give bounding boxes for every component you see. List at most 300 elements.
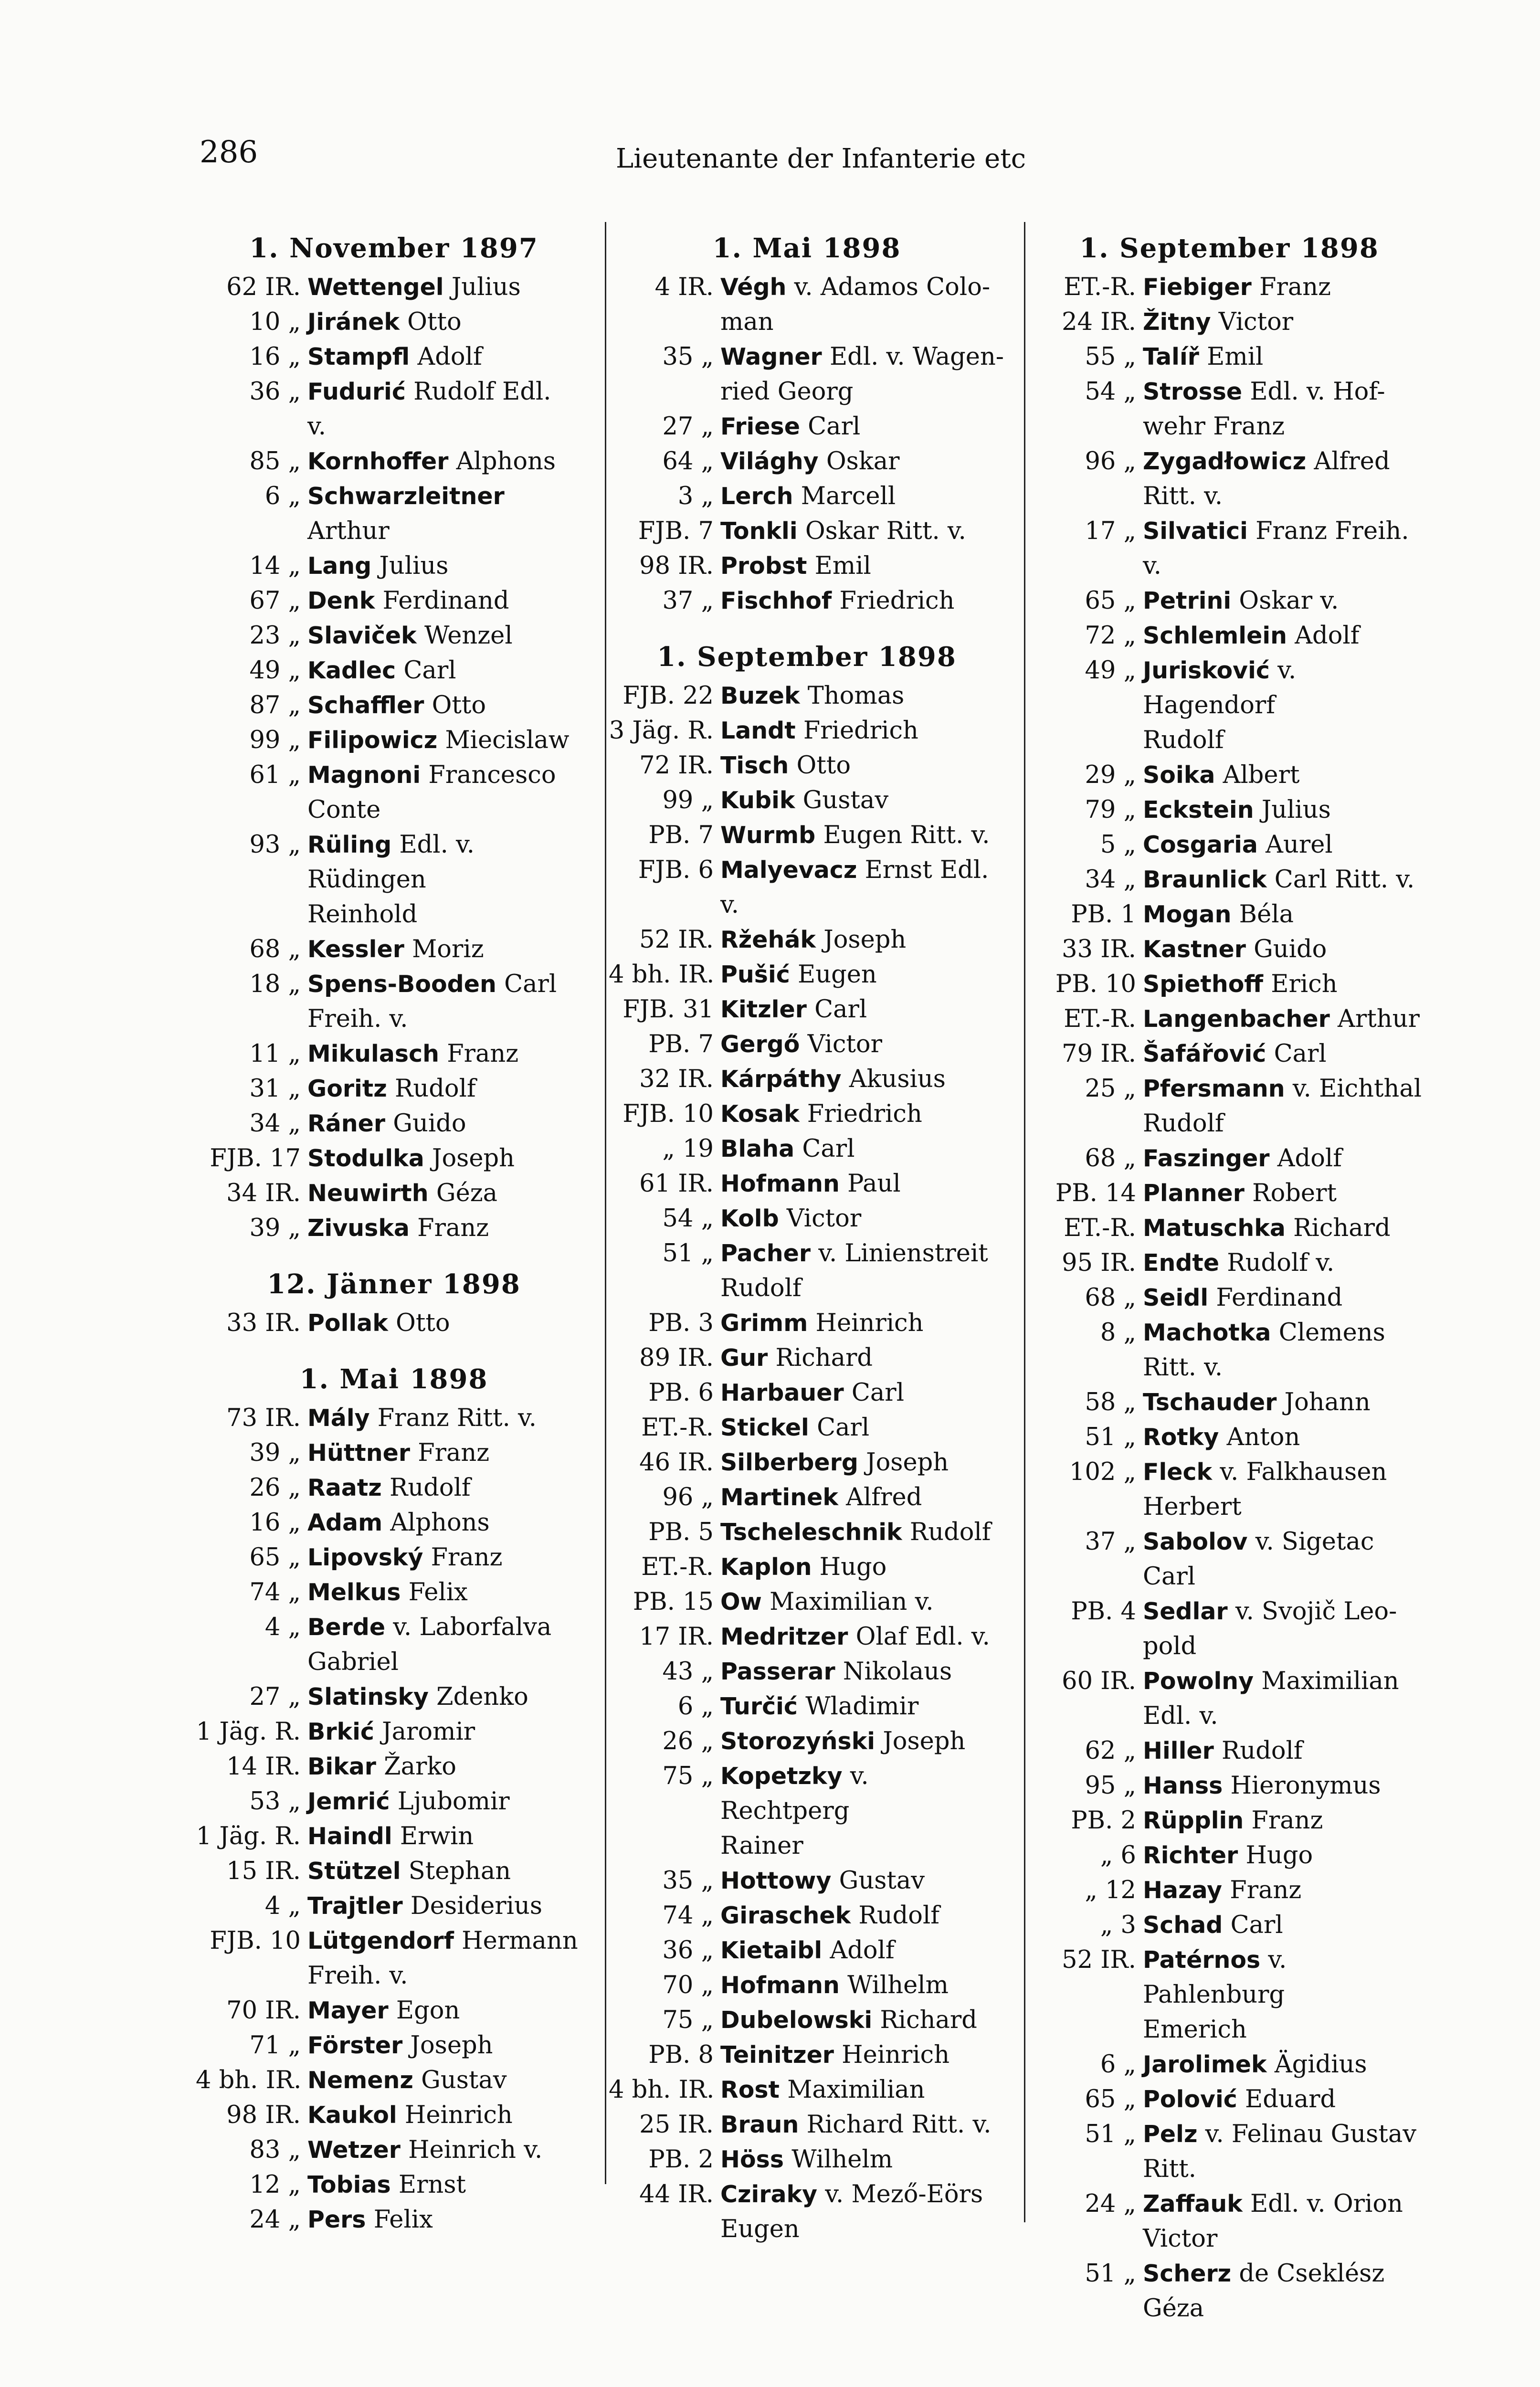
officer-name bbox=[720, 1027, 1005, 1062]
list-item bbox=[609, 514, 1005, 549]
officer-name bbox=[720, 409, 1005, 444]
list-item bbox=[196, 549, 592, 583]
officer-name bbox=[307, 1505, 592, 1540]
given-name: Richard bbox=[872, 2006, 977, 2034]
given-name: Emil bbox=[807, 552, 871, 580]
list-item bbox=[196, 1211, 592, 1246]
unit: 4 bh. IR. bbox=[609, 961, 715, 989]
unit: „ 6 bbox=[1100, 1841, 1136, 1869]
given-name: Arthur bbox=[1329, 1005, 1420, 1033]
column-rule bbox=[605, 222, 606, 2184]
surname: Eckstein bbox=[1143, 796, 1254, 824]
surname: Lerch bbox=[720, 483, 793, 510]
list-item bbox=[609, 713, 1005, 748]
surname: Zivuska bbox=[307, 1215, 410, 1242]
list-item bbox=[609, 1062, 1005, 1097]
surname: Storozyński bbox=[720, 1728, 875, 1755]
unit: 49 „ bbox=[249, 656, 301, 685]
given-name: Žarko bbox=[376, 1753, 457, 1781]
officer-name bbox=[720, 818, 1005, 853]
unit: 4 IR. bbox=[654, 273, 714, 301]
list-item bbox=[196, 653, 592, 688]
section-title: 1. Mai 1898 bbox=[712, 232, 901, 264]
surname: Kárpáthy bbox=[720, 1066, 842, 1093]
officer-name bbox=[307, 1679, 592, 1714]
given-name: Carl bbox=[800, 412, 861, 441]
surname: Goritz bbox=[307, 1075, 387, 1102]
officer-name bbox=[720, 748, 1005, 783]
surname: Probst bbox=[720, 552, 807, 580]
officer-name bbox=[307, 1749, 592, 1784]
surname: Neuwirth bbox=[307, 1180, 429, 1207]
list-item bbox=[196, 2167, 592, 2202]
unit: 99 „ bbox=[662, 786, 714, 814]
given-name: Albert bbox=[1215, 761, 1300, 789]
unit: FJB. 31 bbox=[622, 995, 714, 1024]
given-name: v. Sigetac Carl bbox=[1143, 1528, 1382, 1591]
surname: Raatz bbox=[307, 1474, 382, 1501]
officer-name bbox=[1143, 1036, 1427, 1071]
surname: Braunlick bbox=[1143, 866, 1267, 893]
officer-name bbox=[1143, 583, 1427, 618]
surname: Spiethoff bbox=[1143, 971, 1264, 998]
given-name: v. Svojič Leo- pold bbox=[1143, 1597, 1397, 1660]
surname: Cosgaria bbox=[1143, 831, 1258, 858]
unit: FJB. 7 bbox=[638, 517, 714, 545]
given-name: Oskar bbox=[818, 447, 900, 475]
officer-name bbox=[720, 1236, 1005, 1306]
list-item bbox=[609, 2038, 1005, 2072]
unit: 23 „ bbox=[249, 622, 301, 650]
given-name: Franz Freih. v. bbox=[1143, 517, 1417, 580]
unit: 4 „ bbox=[264, 1892, 301, 1920]
given-name: Otto bbox=[399, 308, 462, 336]
given-name: Gustav bbox=[795, 786, 889, 814]
officer-name bbox=[307, 1436, 592, 1470]
list-item bbox=[196, 1470, 592, 1505]
officer-name bbox=[307, 827, 592, 932]
given-name: Carl bbox=[844, 1379, 905, 1407]
list-item bbox=[609, 1027, 1005, 1062]
unit: 15 IR. bbox=[226, 1857, 301, 1885]
list-item bbox=[196, 444, 592, 479]
unit: 75 „ bbox=[662, 2006, 714, 2034]
unit: 26 „ bbox=[249, 1474, 301, 1502]
officer-name bbox=[720, 1898, 1005, 1933]
surname: Pušić bbox=[720, 961, 790, 988]
officer-name bbox=[720, 2003, 1005, 2038]
surname: Tonkli bbox=[720, 518, 798, 545]
unit: 43 „ bbox=[662, 1658, 714, 1686]
given-name: Rudolf Edl. v. bbox=[307, 378, 551, 441]
unit: 61 „ bbox=[249, 761, 301, 789]
list-item bbox=[609, 1306, 1005, 1341]
unit: 68 „ bbox=[1085, 1144, 1136, 1172]
given-name: v. Eichthal Rudolf bbox=[1143, 1075, 1422, 1138]
given-name: Friedrich bbox=[799, 1100, 922, 1128]
officer-name bbox=[720, 583, 1005, 618]
unit: PB. 2 bbox=[1071, 1806, 1136, 1835]
surname: Kastner bbox=[1143, 936, 1246, 963]
given-name: Maximilian bbox=[779, 2076, 925, 2104]
officer-name bbox=[307, 1889, 592, 1923]
officer-name bbox=[720, 992, 1005, 1027]
surname: Silvatici bbox=[1143, 518, 1248, 545]
given-name: Gustav bbox=[413, 2066, 507, 2094]
unit: 102 „ bbox=[1069, 1458, 1136, 1486]
given-name: Ernst Edl. v. bbox=[720, 856, 997, 919]
surname: Fiebiger bbox=[1143, 274, 1252, 301]
unit: 51 „ bbox=[662, 1239, 714, 1267]
given-name: Franz bbox=[423, 1543, 503, 1572]
section-title: 1. September 1898 bbox=[1079, 232, 1379, 264]
unit: „ 3 bbox=[1100, 1911, 1136, 1939]
list-item bbox=[609, 922, 1005, 957]
unit: 72 IR. bbox=[639, 751, 714, 780]
given-name: Ferdinand bbox=[1208, 1284, 1343, 1312]
given-name: Rudolf bbox=[381, 1474, 471, 1502]
unit: 96 „ bbox=[662, 1483, 714, 1511]
given-name: Ferdinand bbox=[375, 587, 509, 615]
surname: Dubelowski bbox=[720, 2007, 873, 2034]
given-name: Richard Ritt. v. bbox=[799, 2111, 992, 2139]
unit: 4 bh. IR. bbox=[196, 2066, 302, 2094]
surname: Faszinger bbox=[1143, 1145, 1270, 1172]
unit: 34 „ bbox=[1085, 866, 1136, 894]
given-name: Wenzel bbox=[416, 622, 513, 650]
unit: 1 Jäg. R. bbox=[196, 1822, 301, 1850]
surname: Petrini bbox=[1143, 587, 1232, 614]
surname: Richter bbox=[1143, 1842, 1238, 1869]
list-item bbox=[609, 1236, 1005, 1306]
given-name: Otto bbox=[424, 691, 486, 719]
list-item bbox=[609, 2177, 1005, 2247]
surname: Haindl bbox=[307, 1823, 392, 1850]
unit: 32 IR. bbox=[639, 1065, 714, 1093]
list-item bbox=[609, 339, 1005, 409]
list-item bbox=[609, 270, 1005, 339]
surname: Patérnos bbox=[1143, 1946, 1261, 1974]
given-name: Carl Freih. v. bbox=[307, 970, 557, 1033]
unit: 24 IR. bbox=[1062, 308, 1136, 336]
officer-name bbox=[1143, 1733, 1427, 1768]
surname: Seidl bbox=[1143, 1284, 1209, 1311]
officer-name bbox=[307, 1176, 592, 1211]
surname: Hottowy bbox=[720, 1867, 832, 1894]
section-title: 1. November 1897 bbox=[249, 232, 538, 264]
officer-name bbox=[307, 653, 592, 688]
unit: 12 „ bbox=[249, 2171, 301, 2199]
list-item bbox=[1031, 862, 1427, 897]
given-name: Adolf bbox=[822, 1936, 895, 1965]
officer-name bbox=[307, 2202, 592, 2237]
given-name: v. Mező-Eörs Eugen bbox=[720, 2180, 983, 2243]
list-item bbox=[1031, 653, 1427, 758]
surname: Wagner bbox=[720, 343, 822, 370]
surname: Mikulasch bbox=[307, 1040, 439, 1067]
surname: Soika bbox=[1143, 761, 1215, 789]
surname: Lütgendorf bbox=[307, 1927, 454, 1954]
column-rule bbox=[1024, 222, 1025, 2222]
unit: 36 „ bbox=[662, 1936, 714, 1965]
unit: 95 „ bbox=[1085, 1772, 1136, 1800]
list-item bbox=[609, 783, 1005, 818]
surname: Lang bbox=[307, 552, 372, 580]
list-item bbox=[1031, 305, 1427, 339]
list-item bbox=[1031, 1873, 1427, 1908]
officer-name bbox=[1143, 1246, 1427, 1280]
surname: Buzek bbox=[720, 682, 800, 709]
officer-name bbox=[307, 1306, 592, 1341]
unit: 25 IR. bbox=[639, 2111, 714, 2139]
unit: 51 „ bbox=[1085, 2120, 1136, 2148]
given-name: Desiderius bbox=[402, 1892, 542, 1920]
unit: 65 „ bbox=[1085, 2085, 1136, 2113]
list-item bbox=[196, 723, 592, 758]
officer-name bbox=[1143, 653, 1427, 758]
officer-name bbox=[307, 1401, 592, 1436]
surname: Brkić bbox=[307, 1718, 374, 1745]
surname: Wetzer bbox=[307, 2136, 401, 2164]
unit: „ 19 bbox=[662, 1135, 714, 1163]
officer-name bbox=[1143, 514, 1427, 583]
surname: Jarolimek bbox=[1143, 2051, 1267, 2078]
list-item bbox=[196, 1176, 592, 1211]
surname: Hofmann bbox=[720, 1972, 840, 1999]
officer-name bbox=[1143, 1420, 1427, 1455]
officer-name bbox=[1143, 1768, 1427, 1803]
list-item bbox=[196, 1106, 592, 1141]
list-item bbox=[196, 2202, 592, 2237]
list-item bbox=[609, 1515, 1005, 1550]
list-item bbox=[196, 270, 592, 305]
surname: Förster bbox=[307, 2032, 403, 2059]
surname: Schlemlein bbox=[1143, 622, 1287, 649]
officer-name bbox=[307, 1071, 592, 1106]
officer-name bbox=[720, 1759, 1005, 1863]
list-item bbox=[609, 818, 1005, 853]
given-name: Hermann Freih. v. bbox=[307, 1927, 578, 1990]
officer-name bbox=[1143, 1176, 1427, 1211]
unit: 3 Jäg. R. bbox=[609, 717, 714, 745]
given-name: Zdenko bbox=[428, 1683, 528, 1711]
surname: Pollak bbox=[307, 1310, 388, 1337]
list-item bbox=[609, 583, 1005, 618]
surname: Mayer bbox=[307, 1997, 389, 2024]
given-name: v. Adamos Colo- man bbox=[720, 273, 991, 336]
unit: 73 IR. bbox=[226, 1404, 301, 1432]
list-item bbox=[196, 479, 592, 549]
list-item bbox=[1031, 792, 1427, 827]
list-item bbox=[609, 957, 1005, 992]
given-name: Jaromir bbox=[374, 1718, 475, 1746]
unit: 14 IR. bbox=[226, 1753, 301, 1781]
given-name: Felix bbox=[401, 1578, 468, 1606]
surname: Martinek bbox=[720, 1484, 838, 1511]
surname: Stickel bbox=[720, 1414, 809, 1441]
list-item bbox=[196, 618, 592, 653]
officer-name bbox=[720, 1131, 1005, 1166]
surname: Nemenz bbox=[307, 2067, 413, 2094]
officer-name bbox=[720, 1933, 1005, 1968]
officer-name bbox=[307, 1854, 592, 1889]
unit: 37 „ bbox=[662, 587, 714, 615]
given-name: Julius bbox=[443, 273, 521, 301]
list-item bbox=[1031, 1211, 1427, 1246]
unit: ET.-R. bbox=[1064, 273, 1136, 301]
list-item bbox=[196, 2098, 592, 2133]
surname: Pelz bbox=[1143, 2121, 1198, 2148]
surname: Kadlec bbox=[307, 657, 396, 684]
column-3 bbox=[1031, 227, 1427, 2326]
unit: 14 „ bbox=[249, 552, 301, 580]
officer-name bbox=[307, 1470, 592, 1505]
unit: PB. 2 bbox=[648, 2145, 714, 2174]
surname: Tscheleschnik bbox=[720, 1519, 902, 1546]
list-item bbox=[1031, 1594, 1427, 1664]
given-name: Carl bbox=[806, 995, 867, 1024]
given-name: Joseph bbox=[858, 1448, 949, 1477]
unit: PB. 3 bbox=[648, 1309, 714, 1337]
given-name: Victor bbox=[1211, 308, 1294, 336]
officer-name bbox=[307, 723, 592, 758]
list-item bbox=[196, 1436, 592, 1470]
list-item bbox=[609, 1201, 1005, 1236]
surname: Hanss bbox=[1143, 1772, 1223, 1799]
given-name: Edl. v. Orion Victor bbox=[1143, 2190, 1403, 2253]
list-item bbox=[609, 748, 1005, 783]
officer-name bbox=[1143, 618, 1427, 653]
officer-name bbox=[1143, 1071, 1427, 1141]
officer-name bbox=[720, 713, 1005, 748]
given-name: Ernst bbox=[390, 2171, 466, 2199]
section-title: 1. Mai 1898 bbox=[299, 1363, 488, 1395]
unit: ET.-R. bbox=[1064, 1214, 1136, 1242]
unit: 85 „ bbox=[249, 447, 301, 475]
unit: 16 „ bbox=[249, 1509, 301, 1537]
list-item bbox=[196, 583, 592, 618]
unit: 17 „ bbox=[1085, 517, 1136, 545]
list-item bbox=[609, 1445, 1005, 1480]
list-item bbox=[609, 2142, 1005, 2177]
given-name: Joseph bbox=[402, 2031, 493, 2060]
officer-name bbox=[720, 1341, 1005, 1375]
unit: 35 „ bbox=[662, 1867, 714, 1895]
given-name: Moriz bbox=[404, 935, 484, 963]
surname: Wettengel bbox=[307, 274, 444, 301]
surname: Braun bbox=[720, 2111, 799, 2138]
given-name: Rudolf bbox=[851, 1901, 940, 1930]
list-item bbox=[196, 1819, 592, 1854]
list-item bbox=[1031, 514, 1427, 583]
surname: Ržehák bbox=[720, 926, 816, 953]
surname: Hazay bbox=[1143, 1877, 1223, 1904]
officer-name bbox=[1143, 1838, 1427, 1873]
surname: Tobias bbox=[307, 2171, 391, 2198]
list-item bbox=[196, 1505, 592, 1540]
surname: Schad bbox=[1143, 1912, 1223, 1939]
surname: Powolny bbox=[1143, 1668, 1254, 1695]
list-item bbox=[1031, 2186, 1427, 2256]
list-item bbox=[196, 374, 592, 444]
given-name: Adolf bbox=[1287, 622, 1360, 650]
unit: 60 IR. bbox=[1062, 1667, 1136, 1695]
unit: ET.-R. bbox=[641, 1414, 714, 1442]
list-item bbox=[609, 1619, 1005, 1654]
given-name: Rudolf bbox=[387, 1075, 476, 1103]
given-name: Guido bbox=[385, 1109, 466, 1138]
unit: 27 „ bbox=[662, 412, 714, 441]
given-name: Richard bbox=[768, 1344, 873, 1372]
officer-name bbox=[307, 2028, 592, 2063]
surname: Világhy bbox=[720, 448, 819, 475]
surname: Planner bbox=[1143, 1180, 1245, 1207]
given-name: Rudolf bbox=[1213, 1737, 1303, 1765]
unit: 74 „ bbox=[249, 1578, 301, 1606]
unit: 52 IR. bbox=[639, 926, 714, 954]
list-item bbox=[609, 1584, 1005, 1619]
given-name: Carl bbox=[794, 1135, 855, 1163]
unit: PB. 6 bbox=[648, 1379, 714, 1407]
officer-name bbox=[1143, 1455, 1427, 1524]
list-item bbox=[1031, 1908, 1427, 1943]
officer-name bbox=[720, 1410, 1005, 1445]
unit: 11 „ bbox=[249, 1040, 301, 1068]
given-name: Wladimir bbox=[797, 1692, 919, 1721]
officer-name bbox=[1143, 1385, 1427, 1420]
unit: 6 „ bbox=[264, 482, 301, 510]
list-item bbox=[196, 1714, 592, 1749]
officer-name bbox=[307, 1923, 592, 1993]
list-item bbox=[1031, 2117, 1427, 2186]
unit: 74 „ bbox=[662, 1901, 714, 1930]
unit: 4 „ bbox=[264, 1613, 301, 1641]
officer-name bbox=[307, 583, 592, 618]
given-name: Heinrich bbox=[833, 2041, 950, 2069]
list-item bbox=[1031, 2256, 1427, 2326]
officer-name bbox=[720, 1445, 1005, 1480]
surname: Machotka bbox=[1143, 1319, 1271, 1346]
list-item bbox=[609, 444, 1005, 479]
officer-name bbox=[307, 1784, 592, 1819]
officer-name bbox=[720, 1619, 1005, 1654]
surname: Stützel bbox=[307, 1858, 401, 1885]
list-item bbox=[1031, 1664, 1427, 1733]
list-item bbox=[1031, 1838, 1427, 1873]
unit: 5 „ bbox=[1100, 831, 1136, 859]
officer-name bbox=[720, 2038, 1005, 2072]
list-item bbox=[196, 932, 592, 967]
surname: Rüling bbox=[307, 831, 392, 858]
given-name: Victor bbox=[800, 1030, 882, 1058]
given-name: Gustav bbox=[831, 1867, 925, 1895]
officer-name bbox=[1143, 967, 1427, 1002]
unit: 36 „ bbox=[249, 378, 301, 406]
given-name: Franz Ritt. v. bbox=[369, 1404, 537, 1432]
unit: 6 „ bbox=[677, 1692, 714, 1721]
given-name: Alphons bbox=[448, 447, 556, 475]
surname: Hofmann bbox=[720, 1170, 840, 1197]
given-name: v. Felinau Gustav Ritt. bbox=[1143, 2120, 1417, 2183]
unit: PB. 14 bbox=[1055, 1179, 1136, 1207]
officer-name bbox=[1143, 1315, 1427, 1385]
unit: 79 IR. bbox=[1062, 1040, 1136, 1068]
officer-name bbox=[307, 1211, 592, 1246]
surname: Medritzer bbox=[720, 1623, 848, 1650]
given-name: Julius bbox=[371, 552, 449, 580]
officer-name bbox=[307, 2098, 592, 2133]
surname: Endte bbox=[1143, 1249, 1220, 1277]
